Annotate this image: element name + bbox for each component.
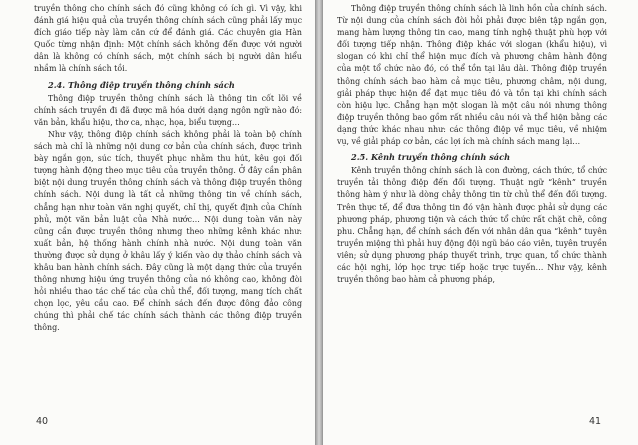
paragraph: Kênh truyền thông chính sách là con đường, cách thức, tổ chức truyền tải thông điệp đến đối tượng. Thuật ngữ “kênh” truyền thông hàm ý như là dòng chảy thông tin từ chủ thể đến đối tượng. Trên thực tế, để đưa thông tin đó vận hành được phải sử dụng các phương pháp, phương tiện và cách thức tổ chức rất chặt chẽ, công phu. Chẳng hạn, để chính sách đến với nhân dân qua “kênh” tuyên truyền miệng thì phải huy động đội ngũ báo cáo viên, tuyên truyền viên; sử dụng phương pháp thuyết trình, trực quan, tổ chức thành các hội nghị, lớp học trực tiếp hoặc trực tuyến… Như vậy, kênh truyền thông bao hàm cả phương pháp,: [337, 166, 607, 285]
left-page-body: [34, 3, 302, 335]
section-heading: 2.5. Kênh truyền thông chính sách: [351, 152, 511, 163]
right-page: [322, 0, 638, 445]
section-heading: 2.4. Thông điệp truyền thông chính sách: [48, 79, 235, 90]
paragraph: Thông điệp truyền thông chính sách là linh hồn của chính sách. Từ nội dung của chính sách đòi hỏi phải được biên tập ngắn gọn, mang hàm lượng thông tin cao, mang tính nghệ thuật phù hợp với đối tượng tiếp nhận. Thông điệp khác với slogan (khẩu hiệu), vì slogan có khi chỉ thể hiện mục đích và phương châm hành động của một tổ chức nào đó, có thể tồn tại lâu dài. Thông điệp truyền thông chính sách bao hàm cả mục tiêu, phương châm, nội dung, giải pháp thực hiện để đạt mục tiêu đó và tồn tại khi chính sách còn hiệu lực. Chẳng hạn một slogan là một câu nói nhưng thông điệp truyền thông bao gồm rất nhiều câu nói và thể hiện bằng các dạng thức khác nhau như: các thông điệp về mục tiêu, về nhiệm vụ, về giải pháp cơ bản, các lợi ích mà chính sách mang lại…: [337, 4, 607, 147]
page-number: 40: [36, 416, 49, 427]
paragraph: Như vậy, thông điệp chính sách không phải là toàn bộ chính sách mà chỉ là những nội dung cơ bản của chính sách, được trình bày ngắn gọn, súc tích, thuyết phục nhằm thu hút, kêu gọi đối tượng hành động theo mục tiêu của truyền thông. Ở đây cần phân biệt nội dung truyền thông chính sách và thông điệp truyền thông chính sách. Nội dung là tất cả những thông tin về chính sách, chẳng hạn như toàn văn nghị quyết, chỉ thị, quyết định của Chính phủ, một văn bản luật của Nhà nước… Nội dung toàn văn này cũng cần được truyền thông nhưng theo những kênh khác như: xuất bản, hệ thống hành chính nhà nước. Nội dung toàn văn thường được sử dụng ở khâu lấy ý kiến vào dự thảo chính sách và khâu ban hành chính sách. Đây cũng là một dạng thức của truyền thông nhưng hiệu ứng truyền thông của nó không cao, không đòi hỏi nhiều thao tác chế tác của chủ thể, đối tượng, mang tích chất chọn lọc, yêu cầu cao. Để chính sách đến được đông đảo công chúng thì phải chế tác chính sách thành các thông điệp truyền thông.: [34, 129, 302, 333]
paragraph: truyền thông cho chính sách đó cũng không có ích gì. Vì vậy, khi đánh giá hiệu quả của truyền thông chính sách cũng phải lấy mục đích giáo tiếp này làm căn cứ để đánh giá. Các chuyên gia Hàn Quốc từng nhận định: Một chính sách không đến được với người dân là không có chính sách, một chính sách bị người dân hiểu nhầm là chính sách tồi.: [34, 4, 302, 74]
page-number: 41: [589, 416, 602, 427]
right-page-body: [337, 3, 607, 286]
paragraph: Thông điệp truyền thông chính sách là thông tin cốt lõi về chính sách truyền đi đã được mã hóa dưới dạng ngôn ngữ nào đó: văn bản, khẩu hiệu, thơ ca, nhạc, họa, biểu tượng…: [34, 93, 302, 127]
left-page: [0, 0, 316, 445]
